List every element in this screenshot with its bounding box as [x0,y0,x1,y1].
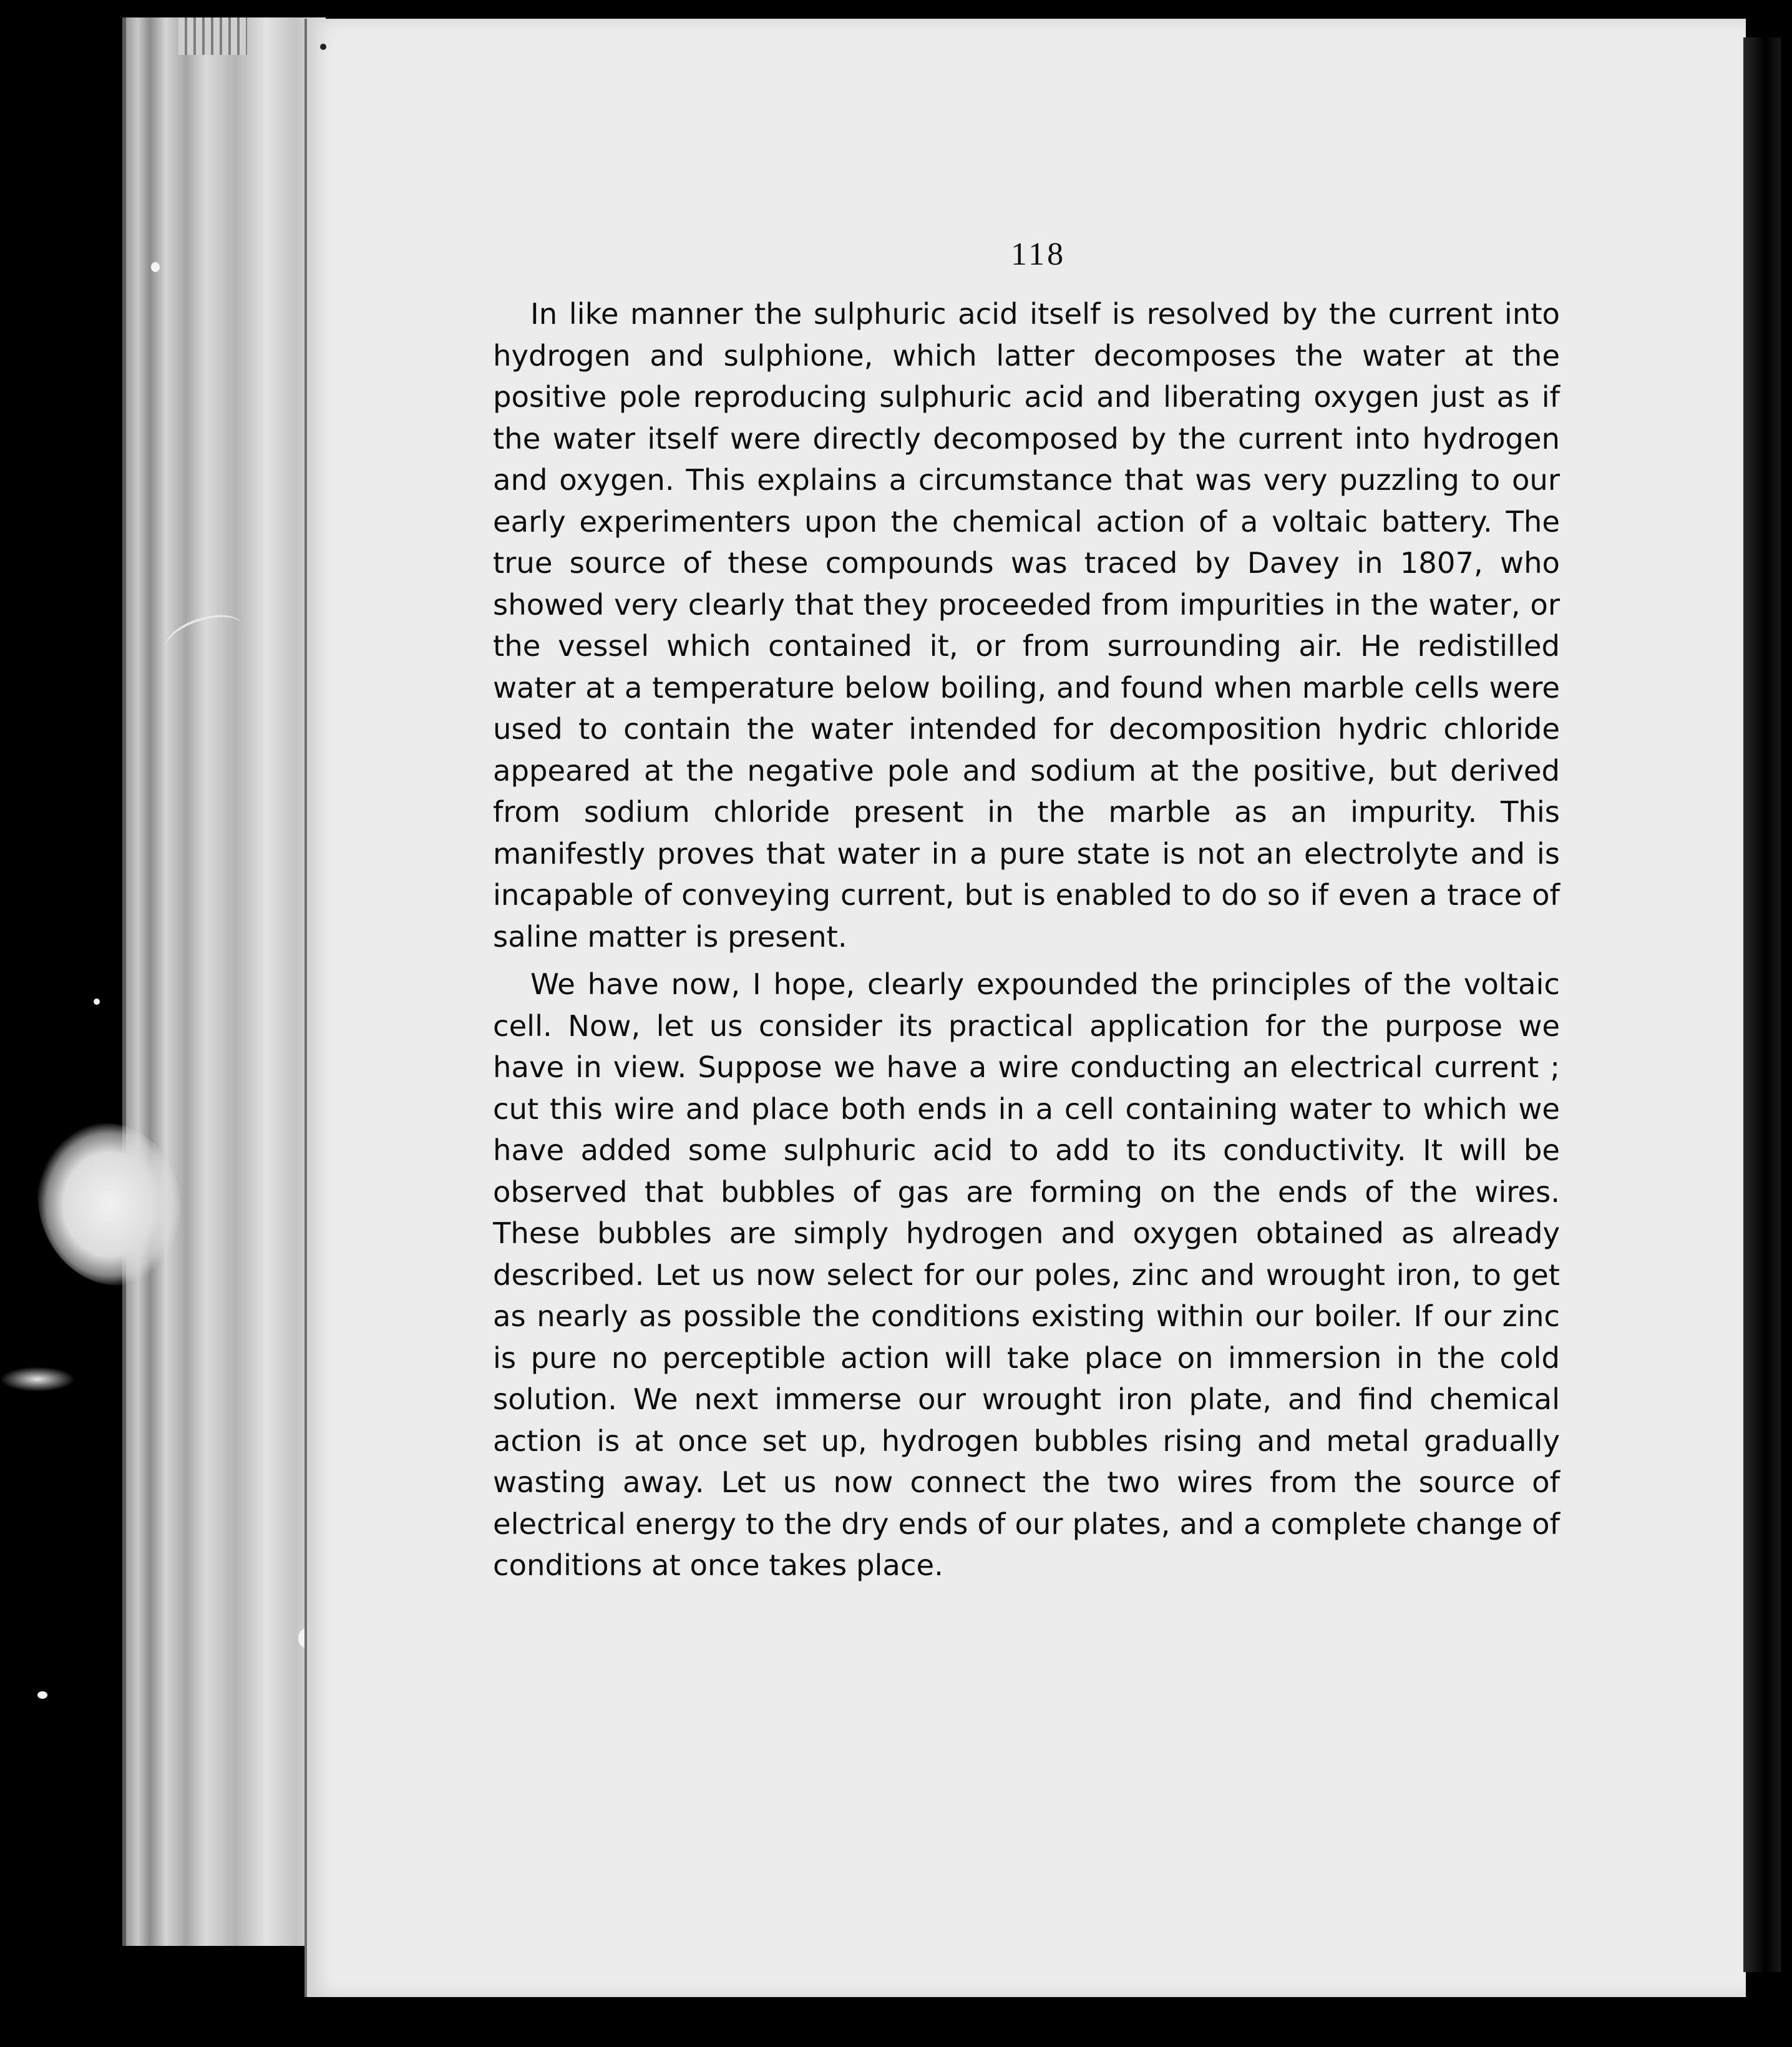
page-corner-dot [320,44,326,50]
page-stack-edges [122,17,326,1946]
scan-speck [37,1691,47,1699]
body-text [493,293,1560,1586]
page-number: 118 [1011,237,1066,272]
page-stack-top-edges [178,17,247,55]
paragraph: In like manner the sulphuric acid itself is resolved by the current into hydrogen and sulphione, which latter decomposes the water at the positive pole reproducing sulphuric acid and liberating oxygen just as if the water itself were directly decomposed by the current into hydrogen and oxygen. This explains a circumstance that was very puzzling to our early experimenters upon the chemical action of a voltaic battery. The true source of these compounds was traced by Davey in 1807, who showed very clearly that they proceeded from impurities in the water, or the vessel which contained it, or from surrounding air. He redistilled water at a temperature below boiling, and found when marble cells were used to contain the water intended for decomposition hydric chloride appeared at the negative pole and sodium at the positive, but derived from sodium chloride present in the marble as an impurity. This manifestly proves that water in a pure state is not an electrolyte and is incapable of conveying current, but is enabled to do so if even a trace of saline matter is present. [493,297,1560,954]
facing-page-edge [1743,37,1781,1972]
scan-speck [94,999,100,1005]
scan-damage-streak [0,1367,75,1392]
paragraph: We have now, I hope, clearly expounded the principles of the voltaic cell. Now, let us consider its practical application for the purpose we have in view. Suppose we have a wire conducting an electrical current ; cut this wire and place both ends in a cell containing water to which we have added some sulphuric acid to add to its conductivity. It will be observed that bubbles of gas are forming on the ends of the wires. These bubbles are simply hydrogen and oxygen obtained as already described. Let us now select for our poles, zinc and wrought iron, to get as nearly as possible the conditions existing within our boiler. If our zinc is pure no perceptible action will take place on immersion in the cold solution. We next immerse our wrought iron plate, and find chemical action is at once set up, hydrogen bubbles rising and metal gradually wasting away. Let us now connect the two wires from the source of electrical energy to the dry ends of our plates, and a complete change of conditions at once takes place. [493,967,1560,1582]
scan-speck [151,262,160,272]
